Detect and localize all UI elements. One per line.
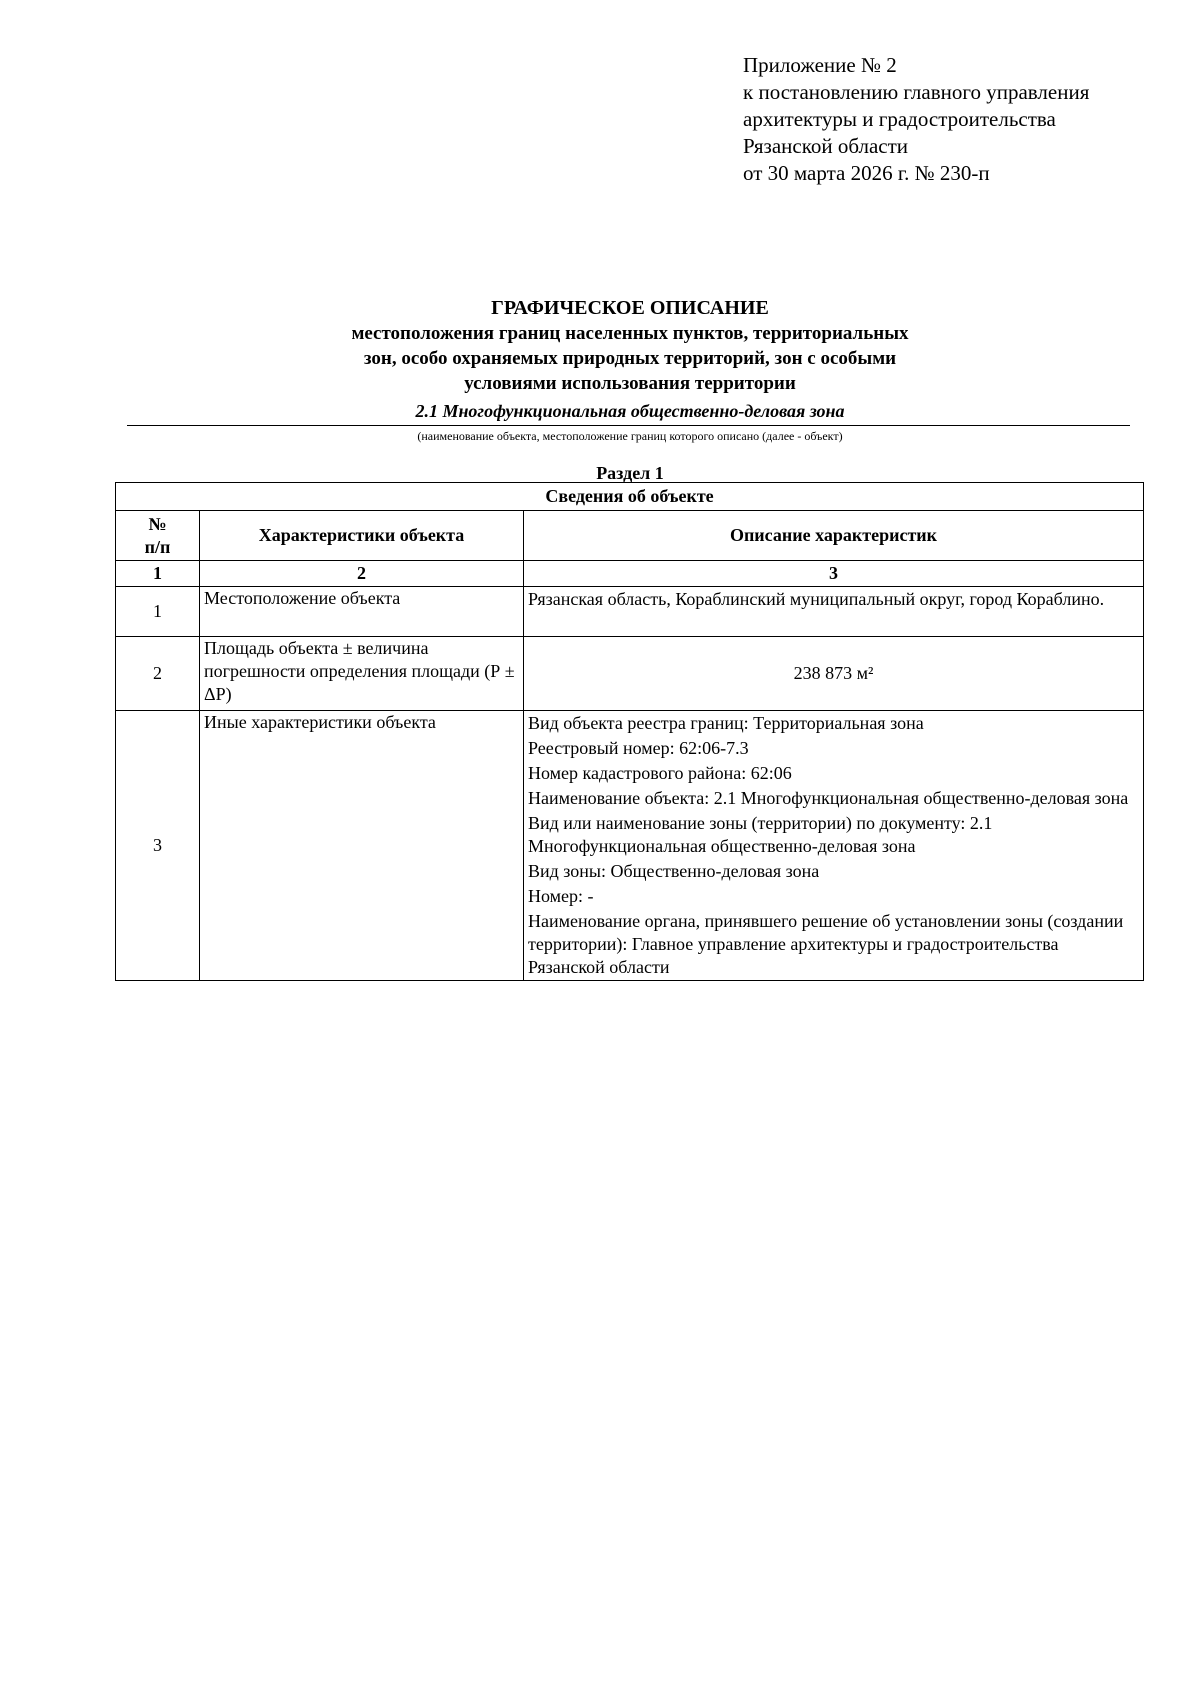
- header-num: [116, 511, 200, 561]
- row-description: [524, 587, 1144, 637]
- header-description: Описание характеристик: [524, 511, 1144, 561]
- object-name-underline: [127, 425, 1130, 426]
- row-characteristic: Иные характеристики объекта: [200, 711, 524, 981]
- table-row: [116, 711, 1144, 981]
- header-num-line: №: [148, 513, 167, 534]
- description-line: Реестровый номер: 62:06-7.3: [528, 738, 749, 758]
- description-line: Вид или наименование зоны (территории) по документу: 2.1 Многофункциональная общественно-деловая зона: [528, 813, 993, 856]
- header-num-line: п/п: [144, 536, 171, 557]
- column-number: 1: [116, 561, 200, 587]
- appendix-line: от 30 марта 2026 г. № 230-п: [743, 161, 990, 185]
- description-line: Вид зоны: Общественно-деловая зона: [528, 861, 820, 881]
- appendix-header: [743, 52, 1089, 187]
- column-number: 3: [524, 561, 1144, 587]
- table-caption: Сведения об объекте: [116, 483, 1144, 511]
- description-line: Номер: -: [528, 886, 594, 906]
- main-title: ГРАФИЧЕСКОЕ ОПИСАНИЕ: [491, 297, 769, 319]
- appendix-line: Приложение № 2: [743, 53, 897, 77]
- row-characteristic: Местоположение объекта: [200, 587, 524, 637]
- object-info-table: [115, 482, 1144, 981]
- row-num: 1: [116, 587, 200, 637]
- subtitle-line: условиями использования территории: [464, 373, 796, 394]
- row-description: [524, 637, 1144, 711]
- appendix-line: к постановлению главного управления: [743, 80, 1090, 104]
- object-name-caption: (наименование объекта, местоположение границ которого описано (далее - объект): [417, 429, 843, 443]
- row-num: 2: [116, 637, 200, 711]
- row-num: 3: [116, 711, 200, 981]
- document-title: [0, 296, 1200, 396]
- section-title: Раздел 1: [596, 463, 664, 483]
- header-characteristic: Характеристики объекта: [200, 511, 524, 561]
- table-row: [116, 587, 1144, 637]
- subtitle-line: зон, особо охраняемых природных территорий, зон с особыми: [363, 348, 897, 369]
- description-line: Наименование органа, принявшего решение об установлении зоны (создании территории): Главное управление архитектуры и градостроительства Рязанской области: [528, 911, 1124, 977]
- row-characteristic: Площадь объекта ± величина погрешности определения площади (Р ± ΔР): [200, 637, 524, 711]
- description-line: Наименование объекта: 2.1 Многофункциональная общественно-деловая зона: [528, 788, 1129, 808]
- appendix-line: Рязанской области: [743, 134, 909, 158]
- area-value: 238 873 м²: [793, 663, 874, 683]
- table-row: [116, 637, 1144, 711]
- description-line: Вид объекта реестра границ: Территориальная зона: [528, 713, 924, 733]
- subtitle-line: местоположения границ населенных пунктов, территориальных: [351, 323, 909, 344]
- description-line: Номер кадастрового района: 62:06: [528, 763, 792, 783]
- description-line: Рязанская область, Кораблинский муниципальный округ, город Кораблино.: [528, 589, 1105, 609]
- row-description: [524, 711, 1144, 981]
- column-number: 2: [200, 561, 524, 587]
- object-name: 2.1 Многофункциональная общественно-деловая зона: [415, 401, 845, 421]
- appendix-line: архитектуры и градостроительства: [743, 107, 1056, 131]
